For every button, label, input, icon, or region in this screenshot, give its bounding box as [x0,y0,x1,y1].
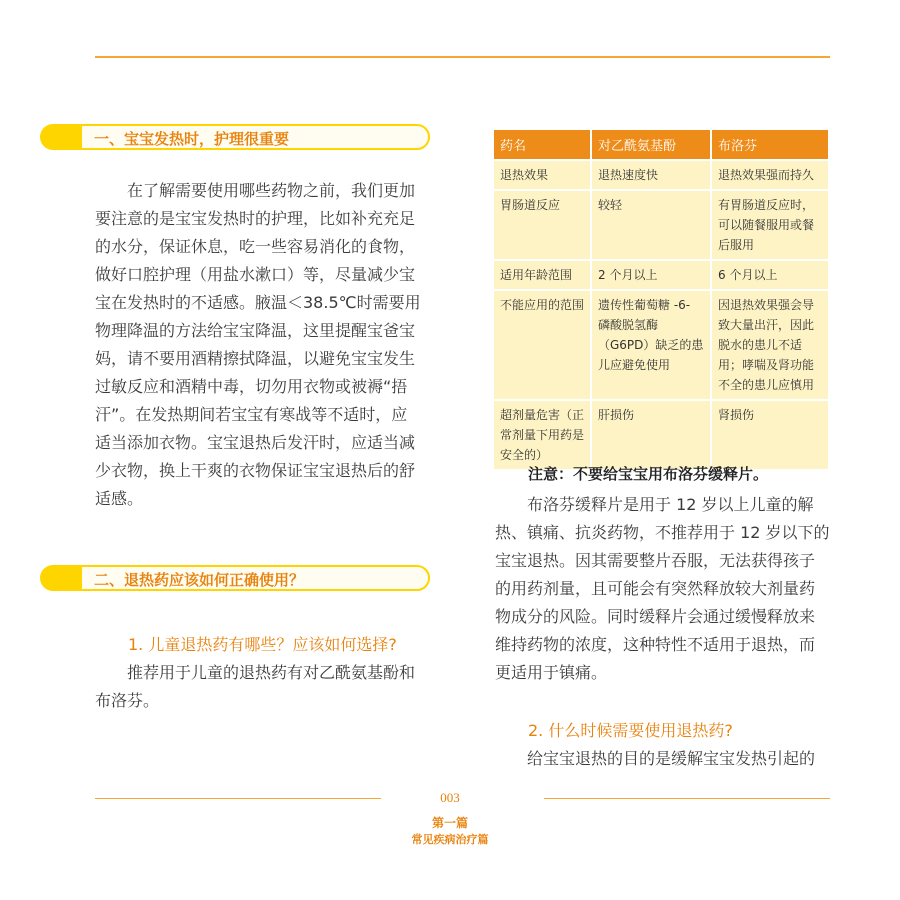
table-header-row [494,130,828,159]
table-cell: 退热效果强而持久 [712,159,828,189]
ibuprofen-note-title: 注意：不要给宝宝用布洛芬缓释片。 [528,465,769,483]
table-row [494,289,828,399]
paragraph-line: 布洛芬。 [95,691,160,710]
heading-frame [80,565,430,591]
part-label: 第一篇 [431,816,468,830]
paragraph-line: 适当添加衣物。宝宝退热后发汗时，应适当减 [95,433,416,452]
care-paragraph [95,177,440,513]
table-header-cell: 药名 [494,130,592,159]
antipyretic-paragraph [95,659,440,715]
paragraph-line: 过敏反应和酒精中毒，切勿用衣物或被褥“捂 [95,377,408,396]
sub2-paragraph [495,745,840,773]
table-row [494,159,828,189]
paragraph-line: 物成分的风险。同时缓释片会通过缓慢释放来 [495,607,816,626]
table-cell: 退热效果 [494,159,592,189]
paragraph-line: 汗”。在发热期间若宝宝有寒战等不适时，应 [95,405,408,424]
paragraph-line: 的水分，保证休息，吃一些容易消化的食物， [95,237,416,256]
table-row [494,399,828,469]
table-cell: 胃肠道反应 [494,189,592,259]
table-cell: 2 个月以上 [592,259,712,289]
medication-comparison-table [494,130,828,469]
paragraph-line: 妈，请不要用酒精擦拭降温，以避免宝宝发生 [95,349,416,368]
table-cell: 肾损伤 [712,399,828,469]
section-heading-1 [40,124,432,150]
table-cell: 6 个月以上 [712,259,828,289]
table-cell: 肝损伤 [592,399,712,469]
section-heading-2 [40,565,432,591]
paragraph-line: 给宝宝退热的目的是缓解宝宝发热引起的 [495,749,816,768]
paragraph-line: 在了解需要使用哪些药物之前，我们更加 [95,181,416,200]
part-subtitle: 常见疾病治疗篇 [411,833,489,846]
table-header-cell: 对乙酰氨基酚 [592,130,712,159]
table-cell: 退热速度快 [592,159,712,189]
heading-tab-marker [40,124,80,150]
table-cell: 不能应用的范围 [494,289,592,399]
section-2-title: 二、退热药应该如何正确使用？ [94,571,305,589]
heading-frame [80,124,430,150]
note-paragraph [495,491,840,687]
page-number: 003 [440,790,460,805]
paragraph-line: 宝在发热时的不适感。腋温＜38.5℃时需要用 [95,293,421,312]
table-cell: 超剂量危害（正常剂量下用药是安全的） [494,399,592,469]
paragraph-line: 做好口腔护理（用盐水漱口）等，尽量减少宝 [95,265,416,284]
paragraph-line: 推荐用于儿童的退热药有对乙酰氨基酚和 [95,663,416,682]
paragraph-line: 要注意的是宝宝发热时的护理，比如补充充足 [95,209,416,228]
paragraph-line: 更适用于镇痛。 [495,663,608,682]
subsection-2-title: 2. 什么时候需要使用退热药? [528,721,733,740]
heading-tab-marker [40,565,80,591]
paragraph-line: 维持药物的浓度，这种特性不适用于退热，而 [495,635,816,654]
paragraph-line: 适感。 [95,489,144,508]
section-1-title: 一、宝宝发热时，护理很重要 [94,130,290,148]
paragraph-line: 的用药剂量，且可能会有突然释放较大剂量药 [495,579,816,598]
top-divider [95,56,830,58]
table-cell: 因退热效果强会导致大量出汗，因此脱水的患儿不适用；哮喘及肾功能不全的患儿应慎用 [712,289,828,399]
paragraph-line: 物理降温的方法给宝宝降温，这里提醒宝爸宝 [95,321,416,340]
paragraph-line: 热、镇痛、抗炎药物，不推荐用于 12 岁以下的 [495,523,830,542]
table-row [494,259,828,289]
table-cell: 有胃肠道反应时，可以随餐服用或餐后服用 [712,189,828,259]
subsection-1-title: 1. 儿童退热药有哪些？应该如何选择? [128,635,397,654]
table-row [494,189,828,259]
paragraph-line: 布洛芬缓释片是用于 12 岁以上儿童的解 [495,495,814,514]
paragraph-line: 少衣物，换上干爽的衣物保证宝宝退热后的舒 [95,461,416,480]
table-header-cell: 布洛芬 [712,130,828,159]
table-cell: 较轻 [592,189,712,259]
table-cell: 适用年龄范围 [494,259,592,289]
table-cell: 遗传性葡萄糖 -6- 磷酸脱氢酶（G6PD）缺乏的患儿应避免使用 [592,289,712,399]
paragraph-line: 宝宝退热。因其需要整片吞服，无法获得孩子 [495,551,816,570]
